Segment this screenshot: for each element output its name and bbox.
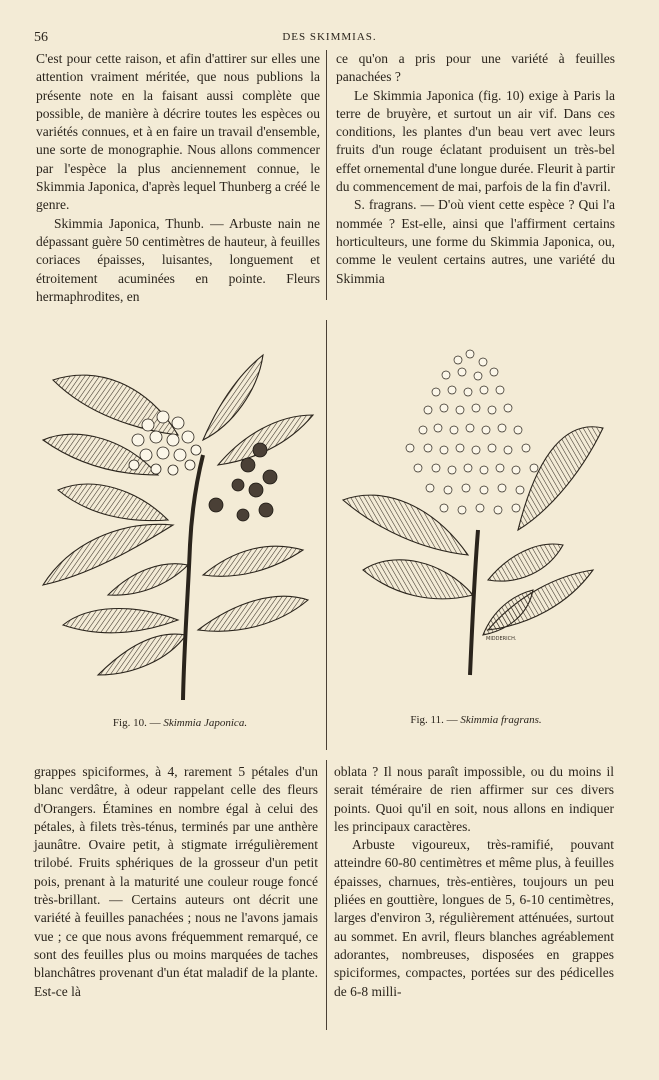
caption-species: Skimmia fragrans.	[460, 714, 542, 726]
caption-species: Skimmia Japonica.	[163, 717, 248, 729]
running-head: DES SKIMMIAS.	[282, 31, 377, 43]
figure-skimmia-fragrans	[338, 340, 610, 685]
caption-label: Fig. 11. —	[410, 714, 461, 726]
skimmia-japonica-illustration	[38, 345, 320, 710]
text-column-bottom-left	[34, 763, 318, 1001]
paragraph: Le Skimmia Japonica (fig. 10) exige à Paris la terre de bruyère, et surtout un air vif. Dans ces conditions, les plantes d'un beau vert avec leurs fruits d'un rouge éclatant produisent un très-bel effet ornemental d'une longue durée. Fleurit à partir du commencement de mai, parfois de la fin d'avril.	[336, 87, 615, 195]
caption-label: Fig. 10. —	[112, 717, 164, 729]
figure-10-caption	[40, 717, 320, 729]
paragraph: Arbuste vigoureux, très-ramifié, pouvant atteindre 60-80 centimètres et même plus, à feuilles épaisses, charnues, très-entières, toujours un peu pliées en gouttière, longues de 5, 6-10 centimètres, larges d'environ 3, régulièrement atténuées, surtout au sommet. En avril, fleurs blanches agréablement adorantes, nombreuses, disposées en grappes spiciformes, compactes, portées sur des pédicelles de 6-8 milli-	[334, 837, 614, 999]
text-column-top-right	[336, 50, 615, 288]
page-number: 56	[34, 30, 48, 45]
figure-11-caption	[340, 714, 612, 726]
paragraph: oblata ? Il nous paraît impossible, ou du moins il serait téméraire de rien affirmer sur ces divers points. Quoi qu'il en soit, nous allons en indiquer les principaux caractères.	[334, 764, 614, 834]
column-rule-bottom	[326, 760, 327, 1030]
skimmia-fragrans-illustration	[338, 340, 610, 685]
figure-skimmia-japonica	[38, 345, 320, 710]
text-column-top-left	[36, 50, 320, 306]
engraver-signature: MIDDERICH.	[486, 636, 517, 642]
paragraph: ce qu'on a pris pour une variété à feuilles panachées ?	[336, 51, 615, 85]
paragraph: S. fragrans. — D'où vient cette espèce ? Qui l'a nommée ? Est-elle, ainsi que l'affirment certains horticulteurs, une forme du Skimmia Japonica, ou, comme le veulent certains autres, une variété du Skimmia	[336, 197, 615, 286]
paragraph: grappes spiciformes, à 4, rarement 5 pétales d'un blanc verdâtre, à odeur rappelant celle des fleurs d'Orangers. Étamines en nombre égal à celui des pétales, à filets très-ténus, terminés par une anthère jaunâtre. Ovaire petit, à stigmate irrégulièrement trilobé. Fruits sphériques de la grosseur d'un petit pois, prenant à la maturité une couleur rouge foncé très-brillant. — Certains auteurs ont décrit une variété à feuilles panachées ; nous ne l'avons jamais vue ; ce que nous avons fréquemment remarqué, ce sont des feuilles plus ou moins marquées de taches blanchâtres provenant d'un état maladif de la plante. Est-ce là	[34, 764, 318, 999]
page-header	[34, 30, 625, 50]
text-column-bottom-right	[334, 763, 614, 1001]
column-rule-middle	[326, 320, 327, 750]
paragraph: Skimmia Japonica, Thunb. — Arbuste nain ne dépassant guère 50 centimètres de hauteur, à feuilles coriaces épaisses, luisantes, longuement et étroitement acuminées en pointe. Fleurs hermaphrodites, en	[36, 215, 320, 304]
paragraph: C'est pour cette raison, et afin d'attirer sur elles une attention vraiment méritée, que nous publions la présente note en la faisant aussi complète que possible, de manière à décrire toutes les espèces ou variétés connues, et à en faire un travail d'ensemble, une sorte de monographie. Nous allons commencer par l'espèce la plus anciennement connue, le Skimmia Japonica, d'après lequel Thunberg a créé le genre.	[36, 51, 320, 213]
column-rule-top	[326, 50, 327, 300]
